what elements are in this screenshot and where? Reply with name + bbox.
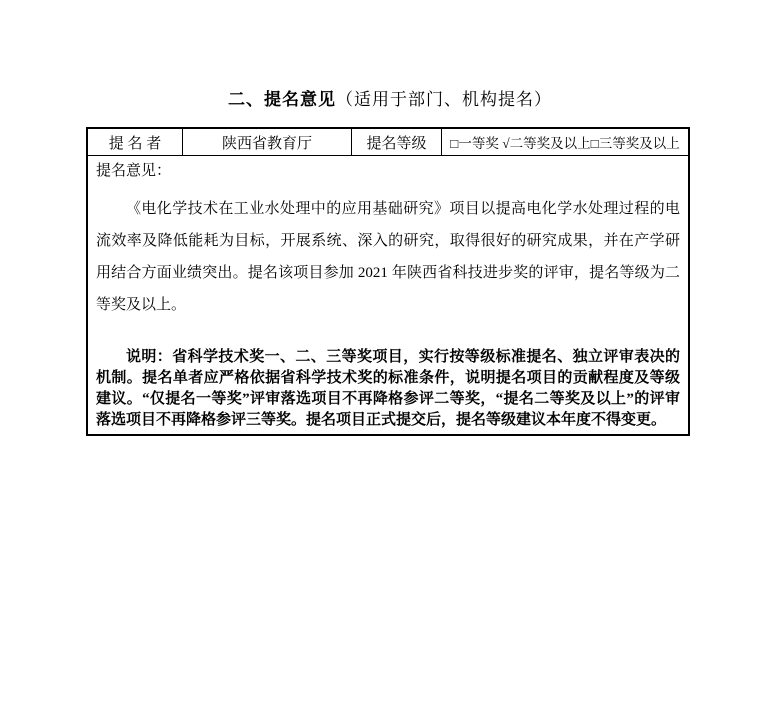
opinion-body-paragraph: 《电化学技术在工业水处理中的应用基础研究》项目以提高电化学水处理过程的电流效率及降低能耗为目标，开展系统、深入的研究，取得很好的研究成果，并在产学研用结合方面业绩突出。提名该项目参加 2021 年陕西省科技进步奖的评审，提名等级为二等奖及以上。 [96, 201, 680, 313]
nominator-value-cell: 陕西省教育厅 [183, 129, 352, 155]
nominator-label-cell: 提 名 者 [88, 129, 183, 155]
grade-label-cell: 提名等级 [352, 129, 442, 155]
nomination-form-table [86, 127, 690, 436]
table-header-row [88, 129, 688, 156]
page-title-main: 二、提名意见 [228, 90, 336, 109]
opinion-cell [88, 156, 688, 434]
explanation-note: 说明：省科学技术奖一、二、三等奖项目，实行按等级标准提名、独立评审表决的机制。提名单者应严格依据省科学技术奖的标准条件，说明提名项目的贡献程度及等级建议。“仅提名一等奖”评审落选项目不再降格参评二等奖，“提名二等奖及以上”的评审落选项目不再降格参评三等奖。提名项目正式提交后，提名等级建议本年度不得变更。 [96, 349, 680, 428]
opinion-label: 提名意见： [96, 163, 172, 179]
grade-options-cell: □一等奖 √二等奖及以上□三等奖及以上 [450, 136, 680, 151]
page-title [0, 85, 780, 110]
page-title-subtitle: （适用于部门、机构提名） [336, 90, 552, 109]
